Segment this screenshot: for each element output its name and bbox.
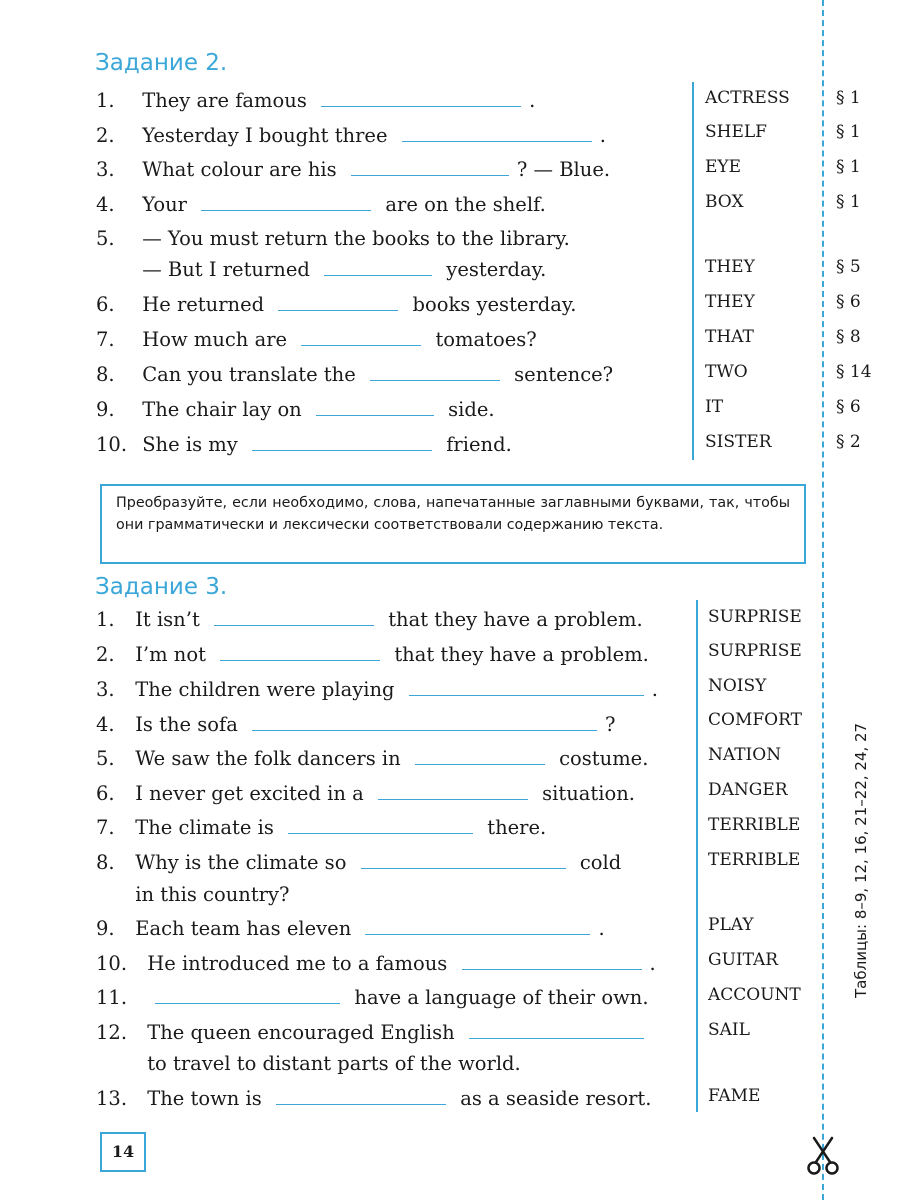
item-text-before: It isn’t [135, 608, 200, 631]
item-number: 13. [96, 1087, 128, 1110]
item-text-before: — But I returned [142, 258, 310, 281]
item-text-after: there. [487, 816, 547, 839]
task3-word-7: TERRIBLE [708, 815, 801, 835]
item-text-before: He returned [142, 293, 265, 316]
item-number: 1. [96, 608, 115, 631]
task2-word-5: THEY [705, 257, 755, 277]
task2-word-4: BOX [705, 192, 744, 212]
answer-blank[interactable] [276, 1086, 446, 1105]
item-number: 5. [96, 747, 115, 770]
item-text-after: side. [448, 398, 495, 421]
item-text-after: books yesterday. [412, 293, 577, 316]
task3-item-8-line2 [96, 880, 866, 910]
item-text-before: What colour are his [142, 158, 337, 181]
item-text-line2: in this country? [135, 883, 290, 906]
item-text-before: The children were playing [135, 678, 395, 701]
page-number: 14 [100, 1132, 146, 1172]
answer-blank[interactable] [361, 850, 566, 869]
item-text-after: that they have a problem. [388, 608, 643, 631]
item-text-before: The queen encouraged English [147, 1021, 455, 1044]
answer-blank[interactable] [252, 712, 597, 731]
cut-line [822, 0, 824, 1200]
item-text-after: . [649, 952, 656, 975]
task3-word-2: SURPRISE [708, 641, 802, 661]
item-number: 9. [96, 398, 115, 421]
item-text-before: He introduced me to a famous [147, 952, 448, 975]
item-number: 10. [96, 952, 128, 975]
item-text-line2: to travel to distant parts of the world. [147, 1052, 521, 1075]
task2-ref-9: § 6 [836, 397, 861, 417]
task2-ref-1: § 1 [836, 88, 861, 108]
item-text-before: I never get excited in a [135, 782, 364, 805]
item-text-after: friend. [446, 433, 512, 456]
tables-reference-note: Таблицы: 8–9, 12, 16, 21–22, 24, 27 [852, 722, 870, 998]
task2-word-6: THEY [705, 292, 755, 312]
item-number: 11. [96, 986, 128, 1009]
item-number: 1. [96, 89, 115, 112]
item-number: 8. [96, 851, 115, 874]
item-text-after: . [599, 124, 606, 147]
instruction-box: Преобразуйте, если необходимо, слова, напечатанные заглавными буквами, так, чтобы они грамматически и лексически соответствовали содержанию текста. [100, 484, 806, 564]
task3-word-4: COMFORT [708, 710, 802, 730]
answer-blank[interactable] [415, 746, 545, 765]
task2-heading: Задание 2. [95, 50, 228, 76]
item-text-after: tomatoes? [435, 328, 537, 351]
task2-ref-2: § 1 [836, 122, 861, 142]
item-text-after: that they have a problem. [394, 643, 649, 666]
task2-ref-10: § 2 [836, 432, 861, 452]
task3-item-12-line2 [96, 1049, 866, 1079]
item-text-after: yesterday. [446, 258, 547, 281]
task3-word-11: ACCOUNT [708, 985, 801, 1005]
item-text-after: have a language of their own. [354, 986, 649, 1009]
item-number: 9. [96, 917, 115, 940]
item-number: 6. [96, 782, 115, 805]
task3-word-1: SURPRISE [708, 607, 802, 627]
item-text-after: . [529, 89, 536, 112]
item-number: 7. [96, 816, 115, 839]
answer-blank[interactable] [220, 642, 380, 661]
scissors-icon [806, 1136, 840, 1176]
item-text-before: The climate is [135, 816, 274, 839]
answer-blank[interactable] [214, 607, 374, 626]
item-text-after: are on the shelf. [385, 193, 546, 216]
task3-word-8: TERRIBLE [708, 850, 801, 870]
task2-ref-8: § 14 [836, 362, 872, 382]
task2-ref-7: § 8 [836, 327, 861, 347]
item-number: 7. [96, 328, 115, 351]
task3-word-13: FAME [708, 1086, 761, 1106]
item-text-line1: — You must return the books to the library. [142, 227, 570, 250]
answer-blank[interactable] [469, 1020, 644, 1039]
item-text-after: costume. [559, 747, 649, 770]
task3-word-12: SAIL [708, 1020, 750, 1040]
item-text-after: sentence? [514, 363, 614, 386]
item-text-after: ? [605, 713, 616, 736]
item-number: 5. [96, 227, 115, 250]
item-text-before: They are famous [142, 89, 307, 112]
task3-word-6: DANGER [708, 780, 788, 800]
task3-heading: Задание 3. [95, 574, 228, 600]
task2-ref-4: § 1 [836, 192, 861, 212]
answer-blank[interactable] [409, 677, 644, 696]
item-number: 10. [96, 433, 128, 456]
item-text-before: Why is the climate so [135, 851, 347, 874]
task2-word-3: EYE [705, 157, 742, 177]
item-number: 3. [96, 158, 115, 181]
item-number: 3. [96, 678, 115, 701]
task3-word-5: NATION [708, 745, 782, 765]
answer-blank[interactable] [378, 781, 528, 800]
answer-blank[interactable] [288, 815, 473, 834]
item-text-before: How much are [142, 328, 288, 351]
item-text-after: as a seaside resort. [460, 1087, 652, 1110]
task2-ref-6: § 6 [836, 292, 861, 312]
answer-blank[interactable] [155, 985, 340, 1004]
task3-item-12-line1 [96, 1018, 866, 1048]
item-number: 2. [96, 643, 115, 666]
item-text-before: Your [142, 193, 188, 216]
item-text-before: She is my [142, 433, 238, 456]
task2-word-1: ACTRESS [705, 88, 790, 108]
item-text-before: I’m not [135, 643, 206, 666]
task3-word-10: GUITAR [708, 950, 779, 970]
item-number: 4. [96, 713, 115, 736]
task2-ref-3: § 1 [836, 157, 861, 177]
item-number: 4. [96, 193, 115, 216]
task2-word-10: SISTER [705, 432, 772, 452]
item-text-before: Each team has eleven [135, 917, 352, 940]
item-text-before: Can you translate the [142, 363, 356, 386]
item-text-before: The chair lay on [142, 398, 302, 421]
item-text-before: The town is [147, 1087, 262, 1110]
task3-word-9: PLAY [708, 915, 754, 935]
answer-blank[interactable] [462, 951, 642, 970]
item-text-after: ? — Blue. [516, 158, 611, 181]
item-number: 6. [96, 293, 115, 316]
item-text-after: . [598, 917, 605, 940]
answer-blank[interactable] [365, 916, 590, 935]
item-text-before: We saw the folk dancers in [135, 747, 401, 770]
item-text-after: situation. [542, 782, 635, 805]
task2-word-7: THAT [705, 327, 754, 347]
item-number: 8. [96, 363, 115, 386]
task3-column-divider [696, 600, 698, 1112]
task2-word-9: IT [705, 397, 724, 417]
task2-word-8: TWO [705, 362, 748, 382]
item-text-after: . [651, 678, 658, 701]
item-text-before: Yesterday I bought three [142, 124, 388, 147]
task2-ref-5: § 5 [836, 257, 861, 277]
item-text-after: cold [579, 851, 622, 874]
item-text-before: Is the sofa [135, 713, 238, 736]
task2-word-2: SHELF [705, 122, 767, 142]
task3-word-3: NOISY [708, 676, 767, 696]
item-number: 12. [96, 1021, 128, 1044]
item-number: 2. [96, 124, 115, 147]
